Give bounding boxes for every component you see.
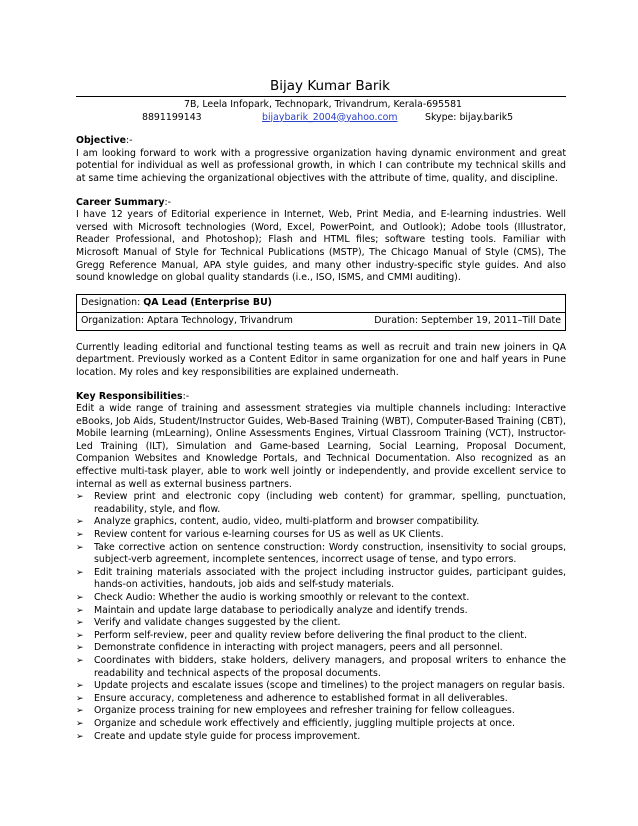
current-role-text: Currently leading editorial and functional testing teams as well as recruit and train new joiners in QA department. Previously worked as a Content Editor in same organization for one and half years in Pune location. My roles and key responsibilities are explained underneath. — [76, 341, 566, 378]
arrow-bullet-icon: ➢ — [76, 492, 84, 503]
responsibility-item — [76, 630, 566, 643]
responsibility-text: Edit training materials associated with the project including instructor guides, participant guides, hands-on activities, handouts, job aids and self-study materials. — [94, 566, 566, 591]
responsibility-item — [76, 516, 566, 529]
arrow-bullet-icon: ➢ — [76, 605, 84, 616]
designation-row — [77, 295, 565, 312]
responsibility-text: Check Audio: Whether the audio is working smoothly or relevant to the context. — [94, 592, 470, 603]
responsibility-text: Maintain and update large database to periodically analyze and identify trends. — [94, 604, 468, 616]
arrow-bullet-icon: ➢ — [76, 567, 84, 578]
arrow-bullet-icon: ➢ — [76, 706, 84, 717]
responsibility-item — [76, 567, 566, 592]
organization-label: Organization: — [81, 314, 145, 326]
arrow-bullet-icon: ➢ — [76, 630, 84, 641]
responsibility-item — [76, 491, 566, 516]
responsibility-item — [76, 605, 566, 618]
arrow-bullet-icon: ➢ — [76, 517, 84, 528]
responsibility-item — [76, 542, 566, 567]
responsibility-text: Perform self-review, peer and quality review before delivering the final product to the client. — [94, 629, 527, 641]
responsibility-text: Organize process training for new employees and refresher training for fellow colleagues. — [94, 705, 515, 717]
responsibility-item — [76, 718, 566, 731]
objective-heading-suffix: :- — [125, 135, 133, 147]
responsibility-item — [76, 680, 566, 693]
arrow-bullet-icon: ➢ — [76, 693, 84, 704]
responsibility-item — [76, 705, 566, 718]
responsibility-item — [76, 529, 566, 542]
responsibility-text: Review print and electronic copy (including web content) for grammar, spelling, punctuation, readability, style, and flow. — [94, 491, 566, 515]
responsibility-text: Update projects and escalate issues (scope and timelines) to the project managers on regular basis. — [94, 680, 566, 692]
designation-label: Designation: — [81, 296, 141, 308]
responsibility-item — [76, 642, 566, 655]
role-table — [76, 294, 566, 331]
career-summary-text: I have 12 years of Editorial experience in Internet, Web, Print Media, and E-learning industries. Well versed with Microsoft technologies (Word, Excel, PowerPoint, and Outlook); Adobe tools (Illustrator, Reader Professional, and Photoshop); Flash and HTML files; software testing tools. Familiar with Microsoft Manual of Style for Technical Publications (MSTP), The Chicago Manual of Style (CMS), The Gregg Reference Manual, APA style guides, and many other industry-specific style guides. And also sound knowledge on global quality standards (i.e., ISO, ISMS, and CMMI auditing). — [76, 209, 566, 284]
key-responsibilities-section — [76, 391, 566, 744]
responsibility-item — [76, 731, 566, 744]
responsibility-text: Create and update style guide for process improvement. — [94, 730, 361, 742]
current-role-section — [76, 342, 566, 380]
key-responsibilities-heading: Key Responsibilities — [76, 390, 183, 402]
responsibility-text: Ensure accuracy, completeness and adherence to established format in all deliverables. — [94, 692, 508, 704]
organization-value: Aptara Technology, Trivandrum — [147, 314, 293, 326]
career-summary-heading: Career Summary — [76, 196, 165, 208]
objective-text: I am looking forward to work with a progressive organization having dynamic environment and great potential for individual as well as professional growth, in which I can contribute my technical skills and at same time achieving the organizational objectives with the attribute of time, quality, and discipline. — [76, 147, 566, 184]
contact-line — [76, 112, 566, 125]
arrow-bullet-icon: ➢ — [76, 655, 84, 666]
arrow-bullet-icon: ➢ — [76, 530, 84, 541]
responsibility-item — [76, 617, 566, 630]
duration-label: Duration: — [374, 314, 419, 326]
address-line: 7B, Leela Infopark, Technopark, Trivandrum, Kerala-695581 — [183, 99, 463, 110]
arrow-bullet-icon: ➢ — [76, 681, 84, 692]
arrow-bullet-icon: ➢ — [76, 618, 84, 629]
objective-section — [76, 135, 566, 185]
arrow-bullet-icon: ➢ — [76, 718, 84, 729]
arrow-bullet-icon: ➢ — [76, 542, 84, 553]
arrow-bullet-icon: ➢ — [76, 593, 84, 603]
responsibility-item — [76, 655, 566, 680]
objective-heading: Objective — [76, 135, 126, 147]
career-summary-section — [76, 197, 566, 285]
header-divider — [76, 96, 566, 97]
responsibility-text: Verify and validate changes suggested by the client. — [94, 617, 341, 629]
responsibilities-list — [76, 491, 566, 743]
responsibility-text: Organize and schedule work effectively and efficiently, juggling multiple projects at once. — [94, 717, 516, 729]
responsibility-text: Review content for various e-learning courses for US as well as UK Clients. — [94, 529, 444, 541]
arrow-bullet-icon: ➢ — [76, 731, 84, 742]
responsibility-text: Coordinates with bidders, stake holders, delivery managers, and proposal writers to enhance the readability and technical aspects of the proposal documents. — [94, 654, 566, 679]
resume-page — [76, 78, 566, 743]
email-link[interactable]: bijaybarik_2004@yahoo.com — [262, 111, 398, 123]
skype-id: Skype: bijay.barik5 — [425, 111, 514, 123]
arrow-bullet-icon: ➢ — [76, 643, 84, 654]
responsibility-item — [76, 592, 566, 605]
responsibility-text: Take corrective action on sentence construction: Wordy construction, insensitivity to social groups, subject-verb agreement, incomplete sentences, incorrect usage of tense, and typo errors. — [94, 541, 566, 566]
organization-row — [77, 312, 565, 330]
responsibility-text: Demonstrate confidence in interacting with project managers, peers and all personnel. — [94, 642, 503, 654]
key-responsibilities-intro: Edit a wide range of training and assessment strategies via multiple channels including: Interactive eBooks, Job Aids, Student/Instructor Guides, Web-Based Training (WBT), Computer-Based Training (CBT), Mobile learning (mLearning), Online Assessments Engines, Virtual Classroom Training (VCT), Instructor-Led Training (ILT), Simulation and Game-based Learning, Social Learning, Proposal Document, Companion Websites and Knowledge Portals, and Technical Documentation. Also recognized as an effective multi-task player, able to work well jointly or independently, and provide excellent service to internal as well as external business partners. — [76, 403, 566, 490]
career-summary-heading-suffix: :- — [164, 196, 172, 208]
key-responsibilities-heading-suffix: :- — [182, 390, 190, 402]
candidate-name: Bijay Kumar Barik — [270, 78, 390, 94]
duration-value: September 19, 2011–Till Date — [421, 314, 561, 326]
phone-number: 8891199143 — [142, 111, 202, 123]
responsibility-text: Analyze graphics, content, audio, video, multi-platform and browser compatibility. — [94, 516, 480, 528]
designation-value: QA Lead (Enterprise BU) — [143, 296, 272, 308]
responsibility-item — [76, 693, 566, 706]
